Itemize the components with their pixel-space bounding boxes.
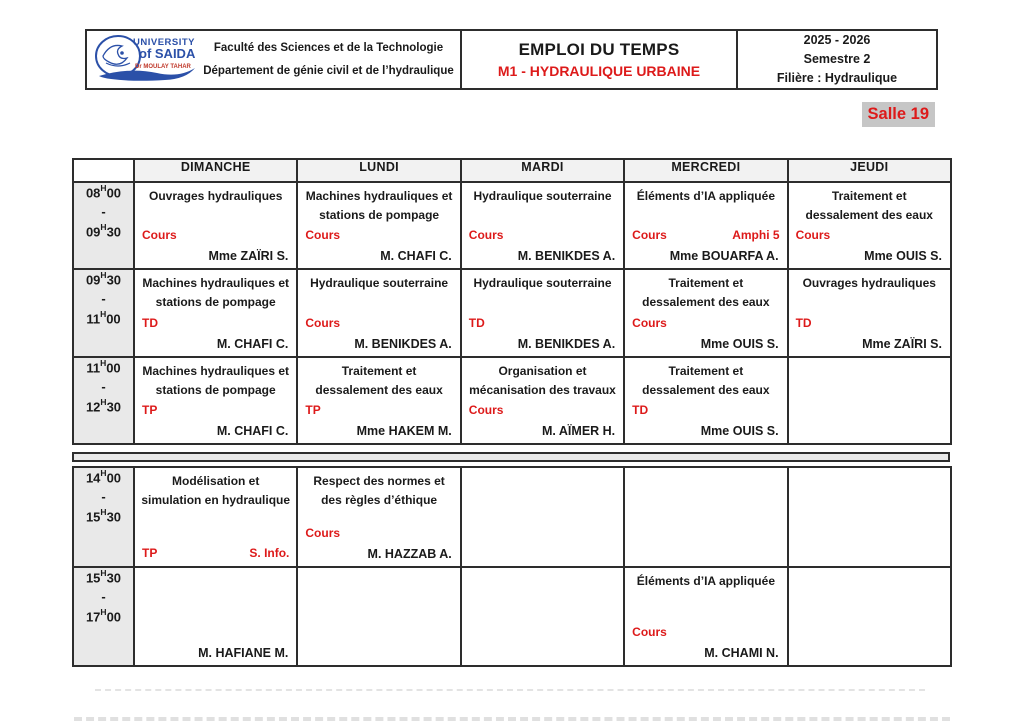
course-cell-dimanche-1100-1230 bbox=[134, 357, 297, 444]
course-title: Traitement et dessalement des eaux bbox=[315, 364, 443, 398]
time-end: $17^H00$ bbox=[85, 607, 122, 625]
course-title: Machines hydrauliques et stations de pompage bbox=[305, 189, 453, 223]
course-cell-mardi-0800-0930 bbox=[461, 182, 624, 269]
cell-spacer bbox=[631, 472, 780, 562]
time-start: $09^H30$ bbox=[85, 270, 122, 288]
session-type: Cours bbox=[468, 228, 504, 243]
course-title: Hydraulique souterraine bbox=[310, 276, 449, 290]
teacher-name: M. BENIKDES A. bbox=[517, 248, 616, 263]
session-type-line bbox=[468, 316, 617, 332]
course-cell-dimanche-1400-1530 bbox=[134, 467, 297, 567]
empty-cell-mardi-1530-1700 bbox=[461, 567, 624, 666]
course-cell-lundi-1100-1230 bbox=[297, 357, 460, 444]
session-type-line bbox=[304, 403, 453, 419]
session-type: TD bbox=[632, 403, 649, 418]
day-header-mercredi: MERCREDI bbox=[624, 159, 787, 182]
timetable-row-0930-1100 bbox=[73, 269, 951, 357]
department-name: Département de génie civil et de l’hydraulique bbox=[203, 64, 454, 77]
session-type-line bbox=[795, 228, 944, 244]
teacher-name: M. HAZZAB A. bbox=[367, 546, 452, 561]
session-type: TP bbox=[305, 403, 321, 418]
cell-spacer bbox=[795, 362, 944, 439]
teacher-name: Mme ZAÏRI S. bbox=[862, 336, 942, 351]
day-header-mardi: MARDI bbox=[461, 159, 624, 182]
room-badge: Salle 19 bbox=[862, 102, 935, 127]
session-type: Cours bbox=[305, 316, 341, 331]
session-type-line bbox=[141, 228, 290, 244]
course-title: Traitement et dessalement des eaux bbox=[642, 364, 770, 398]
course-title: Traitement et dessalement des eaux bbox=[642, 276, 770, 310]
session-type-line bbox=[468, 403, 617, 419]
empty-cell-lundi-1530-1700 bbox=[297, 567, 460, 666]
teacher-name: M. HAFIANE M. bbox=[198, 645, 289, 660]
timetable-row-1530-1700 bbox=[73, 567, 951, 666]
course-cell-mardi-1100-1230 bbox=[461, 357, 624, 444]
teacher-name: M. CHAFI C. bbox=[216, 423, 289, 438]
course-title: Éléments d’IA appliquée bbox=[636, 189, 775, 203]
session-type-line bbox=[631, 228, 780, 244]
academic-year: 2025 - 2026 bbox=[803, 33, 871, 48]
time-start: $14^H00$ bbox=[85, 468, 122, 486]
time-start: $11^H00$ bbox=[86, 358, 121, 376]
empty-cell-mercredi-1400-1530 bbox=[624, 467, 787, 567]
time-slot-1400-1530 bbox=[73, 467, 134, 567]
document-header bbox=[85, 29, 938, 90]
teacher-name: Mme OUIS S. bbox=[864, 248, 942, 263]
timetable-row-0800-0930 bbox=[73, 182, 951, 269]
timetable-afternoon bbox=[72, 466, 952, 667]
header-right-cell bbox=[738, 31, 936, 88]
logo-moulay-tahar-text: Dr MOULAY TAHAR bbox=[135, 63, 191, 70]
course-title: Traitement et dessalement des eaux bbox=[805, 189, 933, 223]
faculty-name: Faculté des Sciences et de la Technologie bbox=[213, 42, 444, 55]
cell-spacer bbox=[795, 472, 944, 562]
empty-cell-jeudi-1530-1700 bbox=[788, 567, 951, 666]
cell-spacer bbox=[141, 511, 290, 547]
cell-spacer bbox=[631, 591, 780, 625]
teacher-name: M. CHAFI C. bbox=[380, 248, 452, 263]
cell-spacer bbox=[468, 293, 617, 316]
course-title: Éléments d’IA appliquée bbox=[636, 574, 775, 588]
session-type: Cours bbox=[795, 228, 831, 243]
cell-spacer bbox=[468, 206, 617, 228]
course-cell-jeudi-0800-0930 bbox=[788, 182, 951, 269]
time-dash: - bbox=[101, 204, 106, 220]
session-type-line bbox=[468, 228, 617, 244]
time-start: $15^H30$ bbox=[85, 568, 122, 586]
day-header-row bbox=[73, 159, 951, 182]
course-title: Ouvrages hydrauliques bbox=[149, 189, 283, 203]
time-end: $12^H30$ bbox=[85, 397, 122, 415]
lunch-break-divider bbox=[72, 452, 950, 462]
teacher-name: Mme HAKEM M. bbox=[356, 423, 452, 438]
session-type-line bbox=[141, 316, 290, 332]
session-type: Cours bbox=[142, 228, 177, 243]
session-type-line bbox=[141, 403, 290, 419]
cell-spacer bbox=[304, 572, 453, 661]
session-type-line bbox=[304, 316, 453, 332]
day-header-lundi: LUNDI bbox=[297, 159, 460, 182]
course-title: Machines hydrauliques et stations de pompage bbox=[142, 276, 290, 310]
course-cell-lundi-1400-1530 bbox=[297, 467, 460, 567]
header-center-cell bbox=[462, 31, 738, 88]
faculty-block bbox=[197, 37, 460, 82]
session-type-line bbox=[141, 546, 290, 562]
course-cell-mercredi-1530-1700 bbox=[624, 567, 787, 666]
session-type: TP bbox=[142, 403, 158, 418]
cell-spacer bbox=[468, 472, 617, 562]
course-title: Ouvrages hydrauliques bbox=[802, 276, 936, 290]
course-title: Hydraulique souterraine bbox=[473, 189, 612, 203]
empty-cell-jeudi-1100-1230 bbox=[788, 357, 951, 444]
course-cell-mercredi-0930-1100 bbox=[624, 269, 787, 357]
cell-spacer bbox=[141, 572, 290, 641]
teacher-name: M. BENIKDES A. bbox=[354, 336, 452, 351]
session-location: Amphi 5 bbox=[732, 228, 780, 243]
table-corner-blank bbox=[73, 159, 134, 182]
session-type: Cours bbox=[305, 526, 341, 541]
session-location: S. Info. bbox=[249, 546, 290, 561]
session-type: Cours bbox=[632, 228, 667, 243]
cell-spacer bbox=[795, 293, 944, 316]
course-title: Respect des normes et des règles d’éthique bbox=[313, 474, 445, 508]
session-type: TP bbox=[142, 546, 158, 561]
time-dash: - bbox=[101, 291, 106, 307]
logo-university-text: UNIVERSITY bbox=[133, 36, 196, 48]
course-cell-mercredi-0800-0930 bbox=[624, 182, 787, 269]
cell-spacer bbox=[795, 572, 944, 661]
time-end: $09^H30$ bbox=[85, 222, 122, 240]
course-cell-lundi-0800-0930 bbox=[297, 182, 460, 269]
time-end: $11^H00$ bbox=[86, 309, 121, 327]
course-cell-mercredi-1100-1230 bbox=[624, 357, 787, 444]
session-type-line bbox=[631, 625, 780, 641]
cell-spacer bbox=[304, 293, 453, 316]
cell-spacer bbox=[141, 206, 290, 228]
session-type: TD bbox=[142, 316, 158, 331]
course-title: Machines hydrauliques et stations de pompage bbox=[142, 364, 290, 398]
teacher-name: M. BENIKDES A. bbox=[517, 336, 616, 351]
logo-saida-text: of SAIDA bbox=[139, 45, 196, 61]
course-cell-lundi-0930-1100 bbox=[297, 269, 460, 357]
time-slot-0800-0930 bbox=[73, 182, 134, 269]
scan-artifact-line bbox=[95, 689, 925, 691]
session-type: TD bbox=[795, 316, 812, 331]
course-cell-dimanche-1530-1700 bbox=[134, 567, 297, 666]
session-type: Cours bbox=[632, 316, 667, 331]
cell-spacer bbox=[631, 206, 780, 228]
course-cell-mardi-0930-1100 bbox=[461, 269, 624, 357]
session-type: TD bbox=[468, 316, 485, 331]
timetable-row-1400-1530 bbox=[73, 467, 951, 567]
university-logo bbox=[93, 32, 197, 88]
course-cell-dimanche-0800-0930 bbox=[134, 182, 297, 269]
course-title: Modélisation et simulation en hydraulique bbox=[141, 474, 291, 508]
teacher-name: Mme ZAÏRI S. bbox=[208, 248, 289, 263]
session-type-line bbox=[304, 228, 453, 244]
course-title: Organisation et mécanisation des travaux bbox=[469, 364, 616, 398]
time-slot-1530-1700 bbox=[73, 567, 134, 666]
session-type: Cours bbox=[305, 228, 341, 243]
cell-spacer bbox=[468, 572, 617, 661]
program-title: M1 - HYDRAULIQUE URBAINE bbox=[497, 63, 701, 79]
time-start: $08^H00$ bbox=[85, 183, 122, 201]
time-dash: - bbox=[101, 489, 106, 505]
page-title: EMPLOI DU TEMPS bbox=[518, 40, 680, 59]
time-dash: - bbox=[101, 589, 106, 605]
teacher-name: Mme OUIS S. bbox=[700, 336, 779, 351]
session-type-line bbox=[304, 526, 453, 542]
timetable-morning bbox=[72, 158, 952, 445]
session-type-line bbox=[631, 316, 780, 332]
time-dash: - bbox=[101, 379, 106, 395]
session-type: Cours bbox=[632, 625, 667, 640]
session-type-line bbox=[631, 403, 780, 419]
empty-cell-mardi-1400-1530 bbox=[461, 467, 624, 567]
teacher-name: Mme OUIS S. bbox=[700, 423, 779, 438]
session-type-line bbox=[795, 316, 944, 332]
time-end: $15^H30$ bbox=[85, 507, 122, 525]
cell-spacer bbox=[304, 511, 453, 526]
teacher-name: M. CHAFI C. bbox=[216, 336, 289, 351]
timetable-row-1100-1230 bbox=[73, 357, 951, 444]
header-left-cell bbox=[87, 31, 462, 88]
empty-cell-jeudi-1400-1530 bbox=[788, 467, 951, 567]
course-cell-jeudi-0930-1100 bbox=[788, 269, 951, 357]
time-slot-1100-1230 bbox=[73, 357, 134, 444]
scan-artifact-line bbox=[74, 717, 950, 721]
teacher-name: Mme BOUARFA A. bbox=[669, 248, 779, 263]
time-slot-0930-1100 bbox=[73, 269, 134, 357]
course-title: Hydraulique souterraine bbox=[473, 276, 612, 290]
session-type: Cours bbox=[468, 403, 504, 418]
course-cell-dimanche-0930-1100 bbox=[134, 269, 297, 357]
teacher-name: M. CHAMI N. bbox=[704, 645, 779, 660]
teacher-name: M. AÏMER H. bbox=[542, 423, 616, 438]
day-header-dimanche: DIMANCHE bbox=[134, 159, 297, 182]
semester-label: Semestre 2 bbox=[803, 52, 871, 67]
filiere-label: Filière : Hydraulique bbox=[776, 70, 898, 85]
day-header-jeudi: JEUDI bbox=[788, 159, 951, 182]
